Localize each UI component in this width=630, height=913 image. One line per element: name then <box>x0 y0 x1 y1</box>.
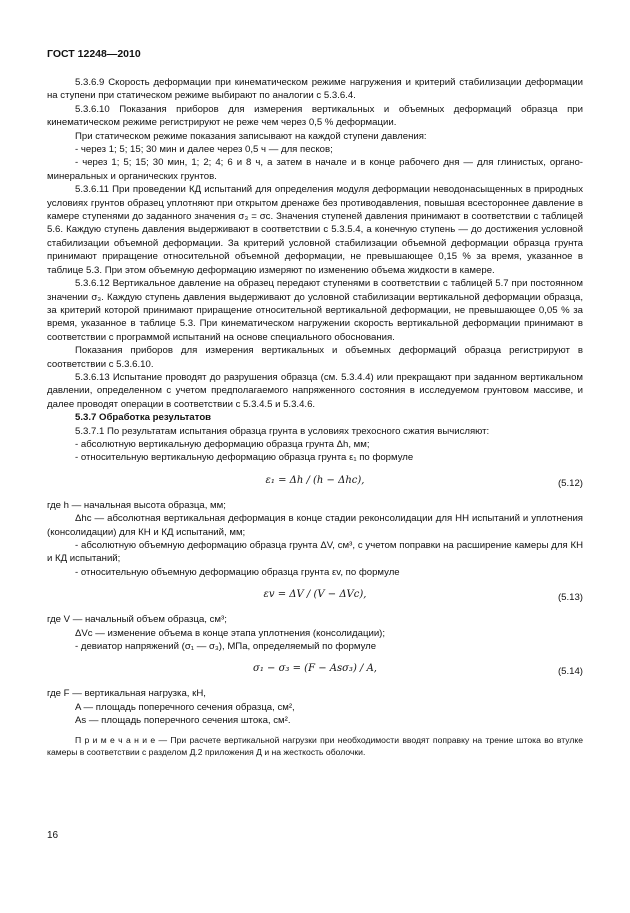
formula-number: (5.14) <box>557 666 583 678</box>
paragraph: 5.3.6.13 Испытание проводят до разрушения образца (см. 5.3.4.4) или прекращают при заданном вертикальном давлении, определенном с учетом предполагаемого напряженного состояния в исследуемом грунтовом массиве, и далее проводят операции в соответствии с 5.3.4.5 и 5.3.4.6. <box>47 371 583 410</box>
definition: где h — начальная высота образца, мм; <box>47 499 226 511</box>
note: П р и м е ч а н и е — При расчете вертикальной нагрузки при необходимости вводят поправку на трение штока во втулке камеры в соответствии с разделом Д.2 приложения Д и на жесткость оболочки. <box>47 734 583 757</box>
document-header: ГОСТ 12248—2010 <box>47 48 141 60</box>
formula-row <box>47 585 583 607</box>
paragraph: При статическом режиме показания записывают на каждой ступени давления: <box>75 130 427 142</box>
section-title: 5.3.7 Обработка результатов <box>75 412 212 424</box>
paragraph: 5.3.6.10 Показания приборов для измерения вертикальных и объемных деформаций образца при кинематическом режиме регистрируют не реже чем через 0,5 % деформации. <box>47 103 583 129</box>
definition: Δhc — абсолютная вертикальная деформация в конце стадии реконсолидации для НН испытаний и уплотнения (консолидации) для КН и КД испытаний, мм; <box>47 513 583 538</box>
formula: ε₁ = Δh / (h − Δhc), <box>265 474 365 486</box>
document-body <box>47 76 583 758</box>
paragraph: 5.3.7.1 По результатам испытания образца грунта в условиях трехосного сжатия вычисляют: <box>75 425 490 437</box>
formula-number: (5.12) <box>557 477 583 489</box>
formula-row <box>47 471 583 493</box>
formula-row <box>47 659 583 681</box>
definition: где V — начальный объем образца, см³; <box>47 614 227 626</box>
list-item: - через 1; 5; 15; 30 мин и далее через 0,5 ч — для песков; <box>75 144 333 156</box>
paragraph: Показания приборов для измерения вертикальных и объемных деформаций образца регистрируют в соответствии с 5.3.6.10. <box>47 345 583 370</box>
page-number: 16 <box>47 830 59 841</box>
formula-number: (5.13) <box>557 592 583 604</box>
list-item: - относительную объемную деформацию образца грунта εv, по формуле <box>75 566 400 578</box>
definition: As — площадь поперечного сечения штока, см². <box>75 715 291 727</box>
list-item: - абсолютную вертикальную деформацию образца грунта Δh, мм; <box>75 438 370 450</box>
formula: εv = ΔV / (V − ΔVc), <box>263 589 367 601</box>
paragraph: 5.3.6.9 Скорость деформации при кинематическом режиме нагружения и критерий стабилизации деформации на ступени при статическом режиме выбирают по аналогии с 5.3.6.4. <box>47 77 583 102</box>
paragraph: 5.3.6.11 При проведении КД испытаний для определения модуля деформации неводонасыщенных в природных условиях грунтов образец уплотняют при открытом дренаже без противодавления, повышая всестороннее давление в камере ступенями до заданного значения σ₃ = σc. Значения ступеней давления принимают в соответствии с таблицей 5.6. Каждую ступень давления выдерживают в соответствии с 5.3.5.4, а конечную ступень — до достижения условной стабилизации объемной деформации. За критерий условной стабилизации объемной деформации образца грунта принимают приращение относительной объемной деформации, не превышающее 0,15 % за время, указанное в таблице 5.3. При этом объемную деформацию измеряют по изменению объема жидкости в камере. <box>47 184 583 276</box>
list-item: - абсолютную объемную деформацию образца грунта ΔV, см³, с учетом поправки на расширение камеры для КН и КД испытаний; <box>47 540 583 565</box>
paragraph: 5.3.6.12 Вертикальное давление на образец передают ступенями в соответствии с таблицей 5.7 при постоянном значении σ₃. Каждую ступень давления выдерживают до условной стабилизации вертикальной деформации образца, за критерий которой принимают приращение относительной вертикальной деформации, не превышающее 0,05 % за время, указанное в таблице 5.3. При кинематическом нагружении скорость вертикальной деформации принимают в соответствии с программой испытаний на основе специального обоснования. <box>47 278 583 343</box>
list-item: - через 1; 5; 15; 30 мин, 1; 2; 4; 6 и 8 ч, а затем в начале и в конце рабочего дня — для глинистых, органо-минеральных и органических грунтов. <box>47 157 583 182</box>
definition: ΔVc — изменение объема в конце этапа уплотнения (консолидации); <box>75 627 386 639</box>
definition: где F — вертикальная нагрузка, кН, <box>47 688 206 700</box>
list-item: - относительную вертикальную деформацию образца грунта ε₁ по формуле <box>75 452 414 464</box>
definition: A — площадь поперечного сечения образца, см², <box>75 701 295 713</box>
formula: σ₁ − σ₃ = (F − Asσ₃) / A, <box>253 663 377 675</box>
list-item: - девиатор напряжений (σ₁ — σ₃), МПа, определяемый по формуле <box>75 641 377 653</box>
